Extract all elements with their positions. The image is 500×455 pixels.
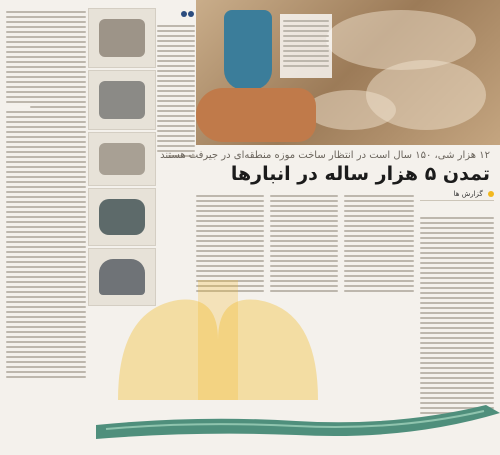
clay-pot-image	[196, 88, 316, 142]
left-column-text-block	[6, 8, 86, 171]
left-text-column	[6, 8, 86, 426]
artifact-photo	[88, 8, 156, 68]
headline: تمدن ۵ هزار ساله در انبارها	[230, 163, 490, 185]
tag-label: گزارش ها	[453, 190, 483, 198]
sidebar-text	[420, 214, 494, 417]
artifact-photo	[88, 132, 156, 186]
artifact-photo	[88, 188, 156, 246]
blue-vase-image	[224, 10, 272, 90]
hero-caption-box	[280, 14, 332, 78]
sidebar	[420, 190, 494, 430]
artifact-photo-strip	[88, 8, 154, 304]
caption-dots-icon	[181, 10, 195, 18]
artifact-photo	[88, 70, 156, 130]
kicker: ۱۲ هزار شی، ۱۵۰ سال است در انتظار ساخت موزه منطقه‌ای در جیرفت هستند	[160, 150, 490, 161]
section-tag	[454, 190, 494, 198]
left-column-text-block-2	[6, 158, 86, 381]
green-artifact-image	[96, 395, 500, 447]
article-column	[344, 192, 414, 422]
tag-dot-icon	[488, 191, 494, 197]
orange-overlay-graphic	[98, 270, 338, 410]
hero-photo	[196, 0, 500, 145]
